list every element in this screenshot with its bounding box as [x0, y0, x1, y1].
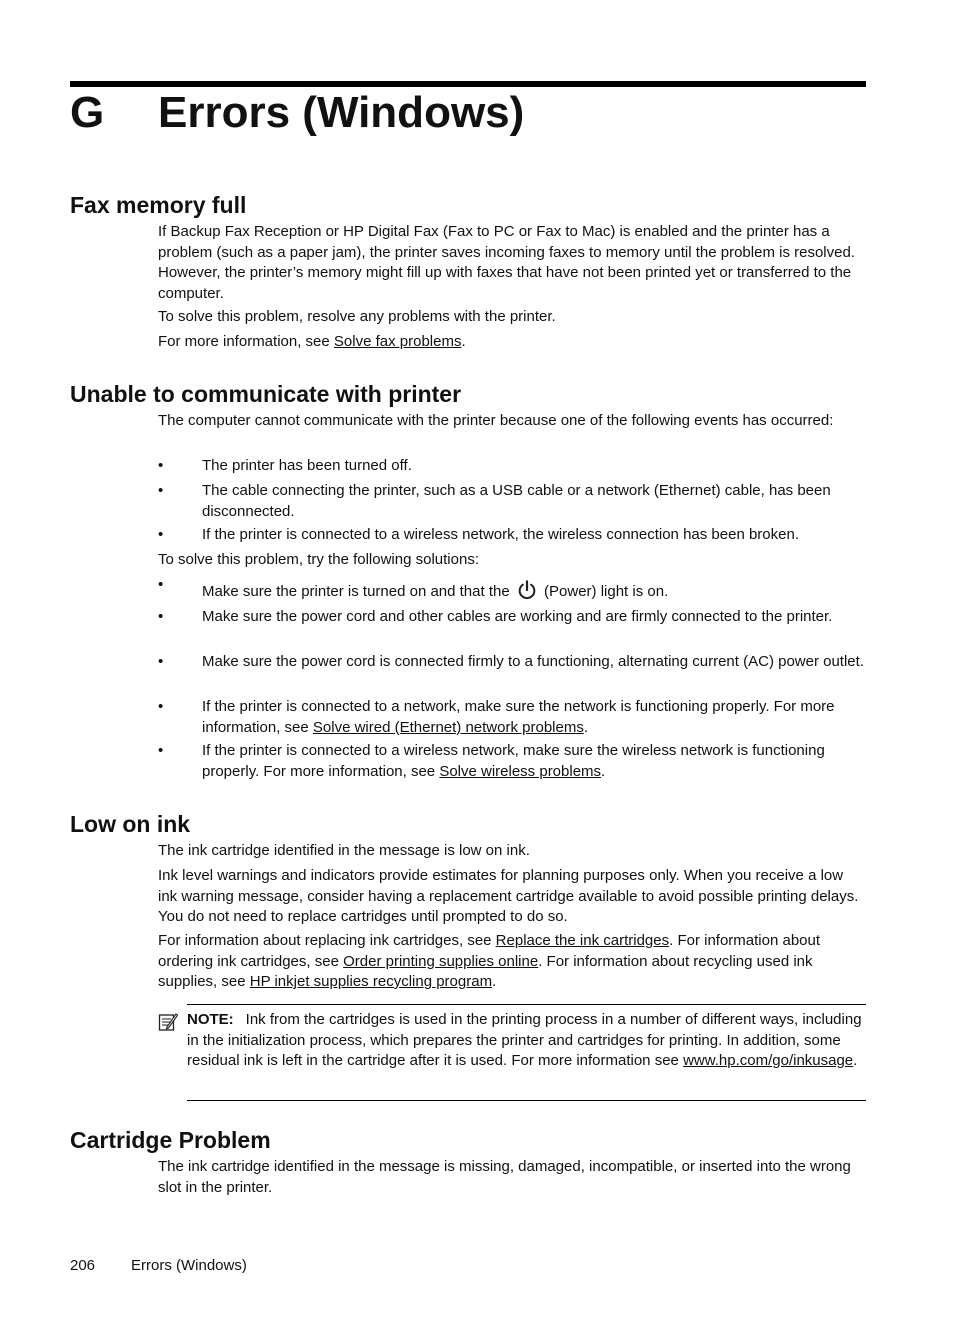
ink-p3-b: . For information about ordering ink cartridges, see: [158, 932, 821, 970]
fax-paragraph-2: To solve this problem, resolve any problems with the printer.: [158, 308, 556, 325]
solution-item-1: [202, 579, 866, 603]
fax-paragraph-1: If Backup Fax Reception or HP Digital Fax (Fax to PC or Fax to Mac) is enabled and the printer has a problem (such as a paper jam), the printer saves incoming faxes to memory until the problem is resolved. However, the printer’s memory might fill up with faxes that have not been printed yet or transferred to the computer.: [158, 223, 855, 302]
bullet: •: [158, 742, 164, 759]
ink-p3-a: For information about replacing ink cartridges, see: [158, 932, 496, 949]
chapter-rule: [70, 81, 866, 87]
heading-low-on-ink: Low on ink: [70, 811, 191, 837]
heading-cartridge-problem: Cartridge Problem: [70, 1127, 271, 1153]
chapter-title: Errors (Windows): [158, 88, 525, 137]
solution-item-4: [202, 697, 866, 738]
bullet: •: [158, 608, 164, 625]
solution-1-suffix: (Power) light is on.: [539, 583, 669, 600]
solution-1-prefix: Make sure the printer is turned on and that the: [202, 583, 514, 600]
solve-intro: To solve this problem, try the following solutions:: [158, 551, 479, 568]
recycling-program-link[interactable]: HP inkjet supplies recycling program: [249, 973, 493, 990]
note-body: Ink from the cartridges is used in the printing process in a number of different ways, including in the initialization process, which prepares the printer and cartridges for printing. In addition, some residual ink is left in the cartridge after it is used. For more information see: [187, 1011, 862, 1069]
inkusage-link[interactable]: www.hp.com/go/inkusage: [683, 1052, 854, 1069]
bullet: •: [158, 526, 164, 543]
solve-wired-network-link[interactable]: Solve wired (Ethernet) network problems: [312, 718, 584, 736]
ink-p3-d: .: [492, 973, 497, 990]
solution-4-prefix: If the printer is connected to a network, make sure the network is functioning properly. For more information, see: [202, 698, 835, 736]
ink-p3-c: . For information about recycling used ink supplies, see: [158, 952, 813, 990]
chapter-letter: G: [70, 88, 105, 137]
footer-label: Errors (Windows): [131, 1257, 247, 1274]
solution-item-3: Make sure the power cord is connected firmly to a functioning, alternating current (AC) power outlet.: [202, 653, 864, 670]
replace-ink-cartridges-link[interactable]: Replace the ink cartridges: [495, 932, 670, 949]
solution-4-suffix: .: [583, 718, 589, 736]
note-icon: [158, 1012, 178, 1032]
ink-paragraph-1: The ink cartridge identified in the message is low on ink.: [158, 842, 530, 859]
bullet: •: [158, 457, 164, 474]
heading-unable-to-communicate: Unable to communicate with printer: [70, 381, 462, 407]
event-item-2: The cable connecting the printer, such as a USB cable or a network (Ethernet) cable, has been disconnected.: [202, 482, 831, 520]
bullet: •: [158, 576, 164, 593]
chapter-heading: [70, 88, 866, 148]
page-number: 206: [70, 1257, 96, 1274]
note-suffix: .: [853, 1052, 858, 1069]
bullet: •: [158, 698, 164, 715]
fax-paragraph-3: [158, 332, 866, 353]
solution-5-prefix: If the printer is connected to a wireless network, make sure the wireless network is functioning properly. For more information, see: [202, 742, 825, 780]
fax-p3-suffix: .: [461, 333, 466, 350]
ink-paragraph-3: [158, 931, 866, 993]
cartridge-paragraph-1: The ink cartridge identified in the message is missing, damaged, incompatible, or inserted into the wrong slot in the printer.: [158, 1158, 851, 1196]
bullet: •: [158, 653, 164, 670]
note-text: [187, 1010, 866, 1072]
ink-paragraph-2: Ink level warnings and indicators provide estimates for planning purposes only. When you receive a low ink warning message, consider having a replacement cartridge available to avoid possible printing delays. You do not need to replace cartridges until prompted to do so.: [158, 867, 859, 925]
bullet: •: [158, 482, 164, 499]
order-supplies-link[interactable]: Order printing supplies online: [343, 952, 539, 970]
event-item-3: If the printer is connected to a wireless network, the wireless connection has been broken.: [202, 526, 799, 543]
heading-fax-memory-full: Fax memory full: [70, 192, 247, 218]
fax-p3-prefix: For more information, see: [158, 333, 334, 350]
solve-fax-problems-link[interactable]: Solve fax problems: [333, 333, 462, 350]
solve-wireless-link[interactable]: Solve wireless problems: [439, 762, 602, 780]
note-label: NOTE:: [187, 1011, 234, 1028]
comm-intro: The computer cannot communicate with the printer because one of the following events has occurred:: [158, 412, 834, 429]
event-item-1: The printer has been turned off.: [202, 457, 412, 474]
solution-item-5: [202, 741, 866, 782]
power-icon: [516, 579, 538, 601]
solution-5-suffix: .: [601, 762, 606, 780]
solution-item-2: Make sure the power cord and other cables are working and are firmly connected to the printer.: [202, 608, 833, 625]
